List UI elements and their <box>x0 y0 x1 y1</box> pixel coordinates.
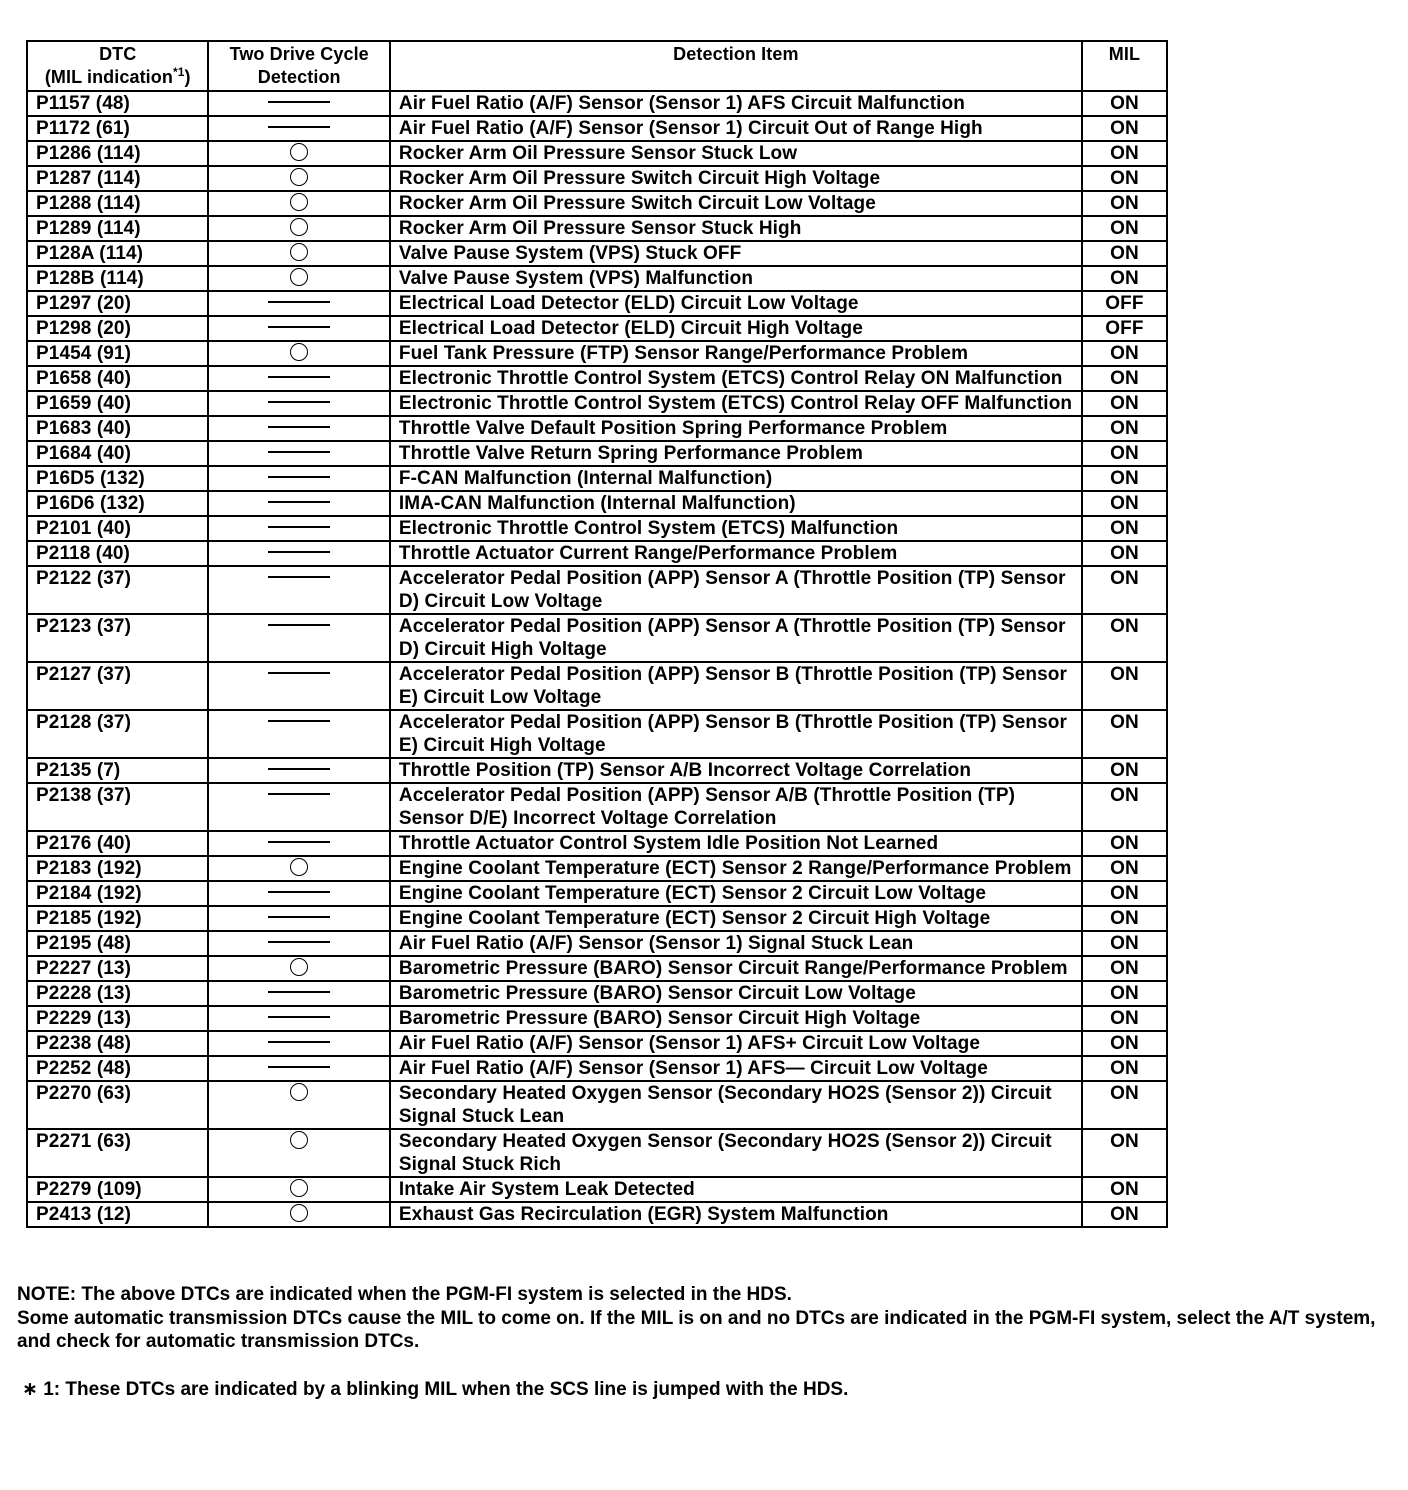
detection-item: Rocker Arm Oil Pressure Switch Circuit Low Voltage <box>390 191 1082 216</box>
detection-item: Engine Coolant Temperature (ECT) Sensor 2 Circuit High Voltage <box>390 906 1082 931</box>
header-two-line1: Two Drive Cycle <box>229 44 369 64</box>
circle-icon <box>290 958 308 976</box>
dtc-code: P1298 (20) <box>27 316 208 341</box>
two-drive-cycle-cell <box>208 516 389 541</box>
dtc-code: P2138 (37) <box>27 783 208 831</box>
mil-status: ON <box>1082 614 1167 662</box>
two-drive-cycle-cell <box>208 366 389 391</box>
circle-icon <box>290 1179 308 1197</box>
dash-icon <box>268 476 330 478</box>
two-drive-cycle-cell <box>208 906 389 931</box>
two-drive-cycle-cell <box>208 831 389 856</box>
dash-icon <box>268 891 330 893</box>
mil-status: ON <box>1082 391 1167 416</box>
table-row <box>27 1056 1167 1081</box>
dtc-code: P2413 (12) <box>27 1202 208 1227</box>
dtc-code: P2227 (13) <box>27 956 208 981</box>
mil-status: ON <box>1082 956 1167 981</box>
circle-icon <box>290 193 308 211</box>
table-row <box>27 141 1167 166</box>
table-row <box>27 366 1167 391</box>
dtc-code: P1286 (114) <box>27 141 208 166</box>
mil-status: ON <box>1082 1202 1167 1227</box>
mil-status: ON <box>1082 783 1167 831</box>
dtc-code: P128B (114) <box>27 266 208 291</box>
detection-item: Air Fuel Ratio (A/F) Sensor (Sensor 1) Signal Stuck Lean <box>390 931 1082 956</box>
mil-status: ON <box>1082 1031 1167 1056</box>
dtc-code: P2238 (48) <box>27 1031 208 1056</box>
dash-icon <box>268 991 330 993</box>
two-drive-cycle-cell <box>208 662 389 710</box>
note-block <box>17 1283 1397 1354</box>
mil-status: ON <box>1082 491 1167 516</box>
detection-item: Rocker Arm Oil Pressure Sensor Stuck High <box>390 216 1082 241</box>
dtc-code: P2270 (63) <box>27 1081 208 1129</box>
dtc-code: P2271 (63) <box>27 1129 208 1177</box>
dtc-table <box>26 40 1168 1228</box>
dtc-code: P2176 (40) <box>27 831 208 856</box>
detection-item: Exhaust Gas Recirculation (EGR) System Malfunction <box>390 1202 1082 1227</box>
dash-icon <box>268 624 330 626</box>
circle-icon <box>290 243 308 261</box>
table-row <box>27 931 1167 956</box>
detection-item: Valve Pause System (VPS) Malfunction <box>390 266 1082 291</box>
dtc-code: P1684 (40) <box>27 441 208 466</box>
dtc-code: P1297 (20) <box>27 291 208 316</box>
header-two-line2: Detection <box>257 67 341 87</box>
table-row <box>27 662 1167 710</box>
circle-icon <box>290 858 308 876</box>
dash-icon <box>268 793 330 795</box>
table-row <box>27 91 1167 116</box>
two-drive-cycle-cell <box>208 416 389 441</box>
note-line-1: NOTE: The above DTCs are indicated when the PGM-FI system is selected in the HDS. <box>17 1284 792 1305</box>
table-row <box>27 758 1167 783</box>
mil-status: ON <box>1082 758 1167 783</box>
table-row <box>27 881 1167 906</box>
table-row <box>27 291 1167 316</box>
dash-icon <box>268 1016 330 1018</box>
mil-status: ON <box>1082 416 1167 441</box>
two-drive-cycle-cell <box>208 541 389 566</box>
dash-icon <box>268 101 330 103</box>
dash-icon <box>268 768 330 770</box>
dash-icon <box>268 301 330 303</box>
two-drive-cycle-cell <box>208 1006 389 1031</box>
two-drive-cycle-cell <box>208 266 389 291</box>
mil-status: ON <box>1082 566 1167 614</box>
dash-icon <box>268 526 330 528</box>
header-detection-item: Detection Item <box>390 41 1082 91</box>
header-dtc-line1: DTC <box>99 44 137 64</box>
mil-status: ON <box>1082 931 1167 956</box>
dtc-code: P1683 (40) <box>27 416 208 441</box>
detection-item: Air Fuel Ratio (A/F) Sensor (Sensor 1) AFS Circuit Malfunction <box>390 91 1082 116</box>
detection-item: Throttle Actuator Control System Idle Position Not Learned <box>390 831 1082 856</box>
detection-item: Throttle Valve Return Spring Performance Problem <box>390 441 1082 466</box>
two-drive-cycle-cell <box>208 1056 389 1081</box>
two-drive-cycle-cell <box>208 614 389 662</box>
mil-status: ON <box>1082 141 1167 166</box>
table-row <box>27 1006 1167 1031</box>
table-row <box>27 981 1167 1006</box>
detection-item: IMA-CAN Malfunction (Internal Malfunction) <box>390 491 1082 516</box>
dash-icon <box>268 401 330 403</box>
mil-status: OFF <box>1082 291 1167 316</box>
dash-icon <box>268 451 330 453</box>
detection-item: Engine Coolant Temperature (ECT) Sensor 2 Circuit Low Voltage <box>390 881 1082 906</box>
dtc-code: P2228 (13) <box>27 981 208 1006</box>
table-row <box>27 831 1167 856</box>
table-row <box>27 956 1167 981</box>
dash-icon <box>268 426 330 428</box>
dash-icon <box>268 720 330 722</box>
table-row <box>27 416 1167 441</box>
header-dtc-footnote-marker: *1 <box>172 65 185 79</box>
table-row <box>27 341 1167 366</box>
mil-status: ON <box>1082 541 1167 566</box>
table-row <box>27 1081 1167 1129</box>
mil-status: ON <box>1082 831 1167 856</box>
table-row <box>27 266 1167 291</box>
two-drive-cycle-cell <box>208 981 389 1006</box>
dtc-code: P2185 (192) <box>27 906 208 931</box>
two-drive-cycle-cell <box>208 1081 389 1129</box>
dash-icon <box>268 672 330 674</box>
mil-status: ON <box>1082 191 1167 216</box>
dash-icon <box>268 1066 330 1068</box>
dtc-code: P128A (114) <box>27 241 208 266</box>
dtc-code: P1659 (40) <box>27 391 208 416</box>
mil-status: ON <box>1082 166 1167 191</box>
detection-item: Intake Air System Leak Detected <box>390 1177 1082 1202</box>
dtc-code: P1658 (40) <box>27 366 208 391</box>
mil-status: ON <box>1082 881 1167 906</box>
dtc-code: P2279 (109) <box>27 1177 208 1202</box>
circle-icon <box>290 1204 308 1222</box>
table-row <box>27 710 1167 758</box>
detection-item: Secondary Heated Oxygen Sensor (Secondary HO2S (Sensor 2)) Circuit Signal Stuck Rich <box>390 1129 1082 1177</box>
table-row <box>27 316 1167 341</box>
two-drive-cycle-cell <box>208 956 389 981</box>
dtc-code: P1288 (114) <box>27 191 208 216</box>
dash-icon <box>268 126 330 128</box>
mil-status: ON <box>1082 1056 1167 1081</box>
circle-icon <box>290 1131 308 1149</box>
two-drive-cycle-cell <box>208 1129 389 1177</box>
dtc-code: P2195 (48) <box>27 931 208 956</box>
table-row <box>27 516 1167 541</box>
two-drive-cycle-cell <box>208 216 389 241</box>
dtc-code: P2252 (48) <box>27 1056 208 1081</box>
header-dtc-close: ) <box>184 67 191 87</box>
two-drive-cycle-cell <box>208 341 389 366</box>
dtc-code: P2135 (7) <box>27 758 208 783</box>
mil-status: ON <box>1082 710 1167 758</box>
dash-icon <box>268 941 330 943</box>
detection-item: Electronic Throttle Control System (ETCS) Malfunction <box>390 516 1082 541</box>
two-drive-cycle-cell <box>208 441 389 466</box>
footnote: ∗ 1: These DTCs are indicated by a blinking MIL when the SCS line is jumped with the HDS. <box>22 1379 849 1400</box>
detection-item: Rocker Arm Oil Pressure Sensor Stuck Low <box>390 141 1082 166</box>
detection-item: Accelerator Pedal Position (APP) Sensor B (Throttle Position (TP) Sensor E) Circuit High Voltage <box>390 710 1082 758</box>
table-row <box>27 191 1167 216</box>
table-row <box>27 783 1167 831</box>
dtc-code: P2118 (40) <box>27 541 208 566</box>
detection-item: Accelerator Pedal Position (APP) Sensor A/B (Throttle Position (TP) Sensor D/E) Incorrect Voltage Correlation <box>390 783 1082 831</box>
mil-status: ON <box>1082 856 1167 881</box>
circle-icon <box>290 218 308 236</box>
two-drive-cycle-cell <box>208 191 389 216</box>
detection-item: Air Fuel Ratio (A/F) Sensor (Sensor 1) AFS+ Circuit Low Voltage <box>390 1031 1082 1056</box>
circle-icon <box>290 143 308 161</box>
table-body <box>27 91 1167 1227</box>
mil-status: ON <box>1082 1006 1167 1031</box>
circle-icon <box>290 343 308 361</box>
two-drive-cycle-cell <box>208 491 389 516</box>
detection-item: Electronic Throttle Control System (ETCS) Control Relay ON Malfunction <box>390 366 1082 391</box>
dtc-code: P16D6 (132) <box>27 491 208 516</box>
circle-icon <box>290 268 308 286</box>
detection-item: Engine Coolant Temperature (ECT) Sensor 2 Range/Performance Problem <box>390 856 1082 881</box>
table-row <box>27 466 1167 491</box>
detection-item: Accelerator Pedal Position (APP) Sensor A (Throttle Position (TP) Sensor D) Circuit Low Voltage <box>390 566 1082 614</box>
mil-status: ON <box>1082 116 1167 141</box>
table-row <box>27 1202 1167 1227</box>
detection-item: Electrical Load Detector (ELD) Circuit Low Voltage <box>390 291 1082 316</box>
mil-status: OFF <box>1082 316 1167 341</box>
detection-item: Air Fuel Ratio (A/F) Sensor (Sensor 1) Circuit Out of Range High <box>390 116 1082 141</box>
circle-icon <box>290 168 308 186</box>
table-row <box>27 216 1167 241</box>
two-drive-cycle-cell <box>208 1202 389 1227</box>
dash-icon <box>268 376 330 378</box>
mil-status: ON <box>1082 906 1167 931</box>
table-row <box>27 241 1167 266</box>
dtc-code: P2183 (192) <box>27 856 208 881</box>
mil-status: ON <box>1082 466 1167 491</box>
dash-icon <box>268 501 330 503</box>
dtc-code: P2184 (192) <box>27 881 208 906</box>
two-drive-cycle-cell <box>208 881 389 906</box>
two-drive-cycle-cell <box>208 316 389 341</box>
mil-status: ON <box>1082 241 1167 266</box>
detection-item: Barometric Pressure (BARO) Sensor Circuit Low Voltage <box>390 981 1082 1006</box>
mil-status: ON <box>1082 516 1167 541</box>
detection-item: Rocker Arm Oil Pressure Switch Circuit High Voltage <box>390 166 1082 191</box>
circle-icon <box>290 1083 308 1101</box>
table-row <box>27 541 1167 566</box>
two-drive-cycle-cell <box>208 710 389 758</box>
dtc-code: P16D5 (132) <box>27 466 208 491</box>
dtc-code: P1287 (114) <box>27 166 208 191</box>
detection-item: Valve Pause System (VPS) Stuck OFF <box>390 241 1082 266</box>
detection-item: Barometric Pressure (BARO) Sensor Circuit High Voltage <box>390 1006 1082 1031</box>
two-drive-cycle-cell <box>208 758 389 783</box>
dash-icon <box>268 841 330 843</box>
mil-status: ON <box>1082 341 1167 366</box>
dash-icon <box>268 326 330 328</box>
mil-status: ON <box>1082 441 1167 466</box>
detection-item: Throttle Valve Default Position Spring Performance Problem <box>390 416 1082 441</box>
two-drive-cycle-cell <box>208 856 389 881</box>
header-mil: MIL <box>1082 41 1167 91</box>
table-row <box>27 1177 1167 1202</box>
two-drive-cycle-cell <box>208 783 389 831</box>
table-row <box>27 491 1167 516</box>
table-row <box>27 166 1167 191</box>
two-drive-cycle-cell <box>208 166 389 191</box>
note-line-2: Some automatic transmission DTCs cause the MIL to come on. If the MIL is on and no DTCs are indicated in the PGM-FI system, select the A/T system, and check for automatic transmission DTCs. <box>17 1307 1376 1352</box>
mil-status: ON <box>1082 1081 1167 1129</box>
mil-status: ON <box>1082 91 1167 116</box>
mil-status: ON <box>1082 366 1167 391</box>
detection-item: Secondary Heated Oxygen Sensor (Secondary HO2S (Sensor 2)) Circuit Signal Stuck Lean <box>390 1081 1082 1129</box>
dtc-code: P1454 (91) <box>27 341 208 366</box>
two-drive-cycle-cell <box>208 466 389 491</box>
table-row <box>27 566 1167 614</box>
two-drive-cycle-cell <box>208 141 389 166</box>
mil-status: ON <box>1082 216 1167 241</box>
detection-item: Fuel Tank Pressure (FTP) Sensor Range/Performance Problem <box>390 341 1082 366</box>
detection-item: Barometric Pressure (BARO) Sensor Circuit Range/Performance Problem <box>390 956 1082 981</box>
table-row <box>27 1129 1167 1177</box>
dash-icon <box>268 1041 330 1043</box>
dtc-code: P1157 (48) <box>27 91 208 116</box>
table-row <box>27 906 1167 931</box>
two-drive-cycle-cell <box>208 1031 389 1056</box>
two-drive-cycle-cell <box>208 291 389 316</box>
table-row <box>27 614 1167 662</box>
detection-item: Accelerator Pedal Position (APP) Sensor A (Throttle Position (TP) Sensor D) Circuit High Voltage <box>390 614 1082 662</box>
dtc-code: P1172 (61) <box>27 116 208 141</box>
two-drive-cycle-cell <box>208 1177 389 1202</box>
detection-item: Accelerator Pedal Position (APP) Sensor B (Throttle Position (TP) Sensor E) Circuit Low Voltage <box>390 662 1082 710</box>
mil-status: ON <box>1082 981 1167 1006</box>
mil-status: ON <box>1082 266 1167 291</box>
header-dtc <box>27 41 208 91</box>
dtc-code: P2128 (37) <box>27 710 208 758</box>
dtc-code: P1289 (114) <box>27 216 208 241</box>
dtc-code: P2127 (37) <box>27 662 208 710</box>
two-drive-cycle-cell <box>208 566 389 614</box>
table-header-row <box>27 41 1167 91</box>
dash-icon <box>268 576 330 578</box>
dash-icon <box>268 551 330 553</box>
dtc-code: P2229 (13) <box>27 1006 208 1031</box>
dtc-code: P2123 (37) <box>27 614 208 662</box>
detection-item: Throttle Position (TP) Sensor A/B Incorrect Voltage Correlation <box>390 758 1082 783</box>
table-row <box>27 441 1167 466</box>
mil-status: ON <box>1082 1177 1167 1202</box>
dtc-code: P2122 (37) <box>27 566 208 614</box>
table-row <box>27 116 1167 141</box>
dash-icon <box>268 916 330 918</box>
dtc-code: P2101 (40) <box>27 516 208 541</box>
mil-status: ON <box>1082 662 1167 710</box>
detection-item: Throttle Actuator Current Range/Performance Problem <box>390 541 1082 566</box>
table-row <box>27 391 1167 416</box>
mil-status: ON <box>1082 1129 1167 1177</box>
table-row <box>27 856 1167 881</box>
two-drive-cycle-cell <box>208 116 389 141</box>
table-row <box>27 1031 1167 1056</box>
two-drive-cycle-cell <box>208 91 389 116</box>
detection-item: F-CAN Malfunction (Internal Malfunction) <box>390 466 1082 491</box>
two-drive-cycle-cell <box>208 391 389 416</box>
header-two-drive-cycle <box>208 41 389 91</box>
header-dtc-line2: (MIL indication <box>44 67 173 87</box>
detection-item: Air Fuel Ratio (A/F) Sensor (Sensor 1) AFS— Circuit Low Voltage <box>390 1056 1082 1081</box>
detection-item: Electronic Throttle Control System (ETCS) Control Relay OFF Malfunction <box>390 391 1082 416</box>
two-drive-cycle-cell <box>208 931 389 956</box>
detection-item: Electrical Load Detector (ELD) Circuit High Voltage <box>390 316 1082 341</box>
two-drive-cycle-cell <box>208 241 389 266</box>
